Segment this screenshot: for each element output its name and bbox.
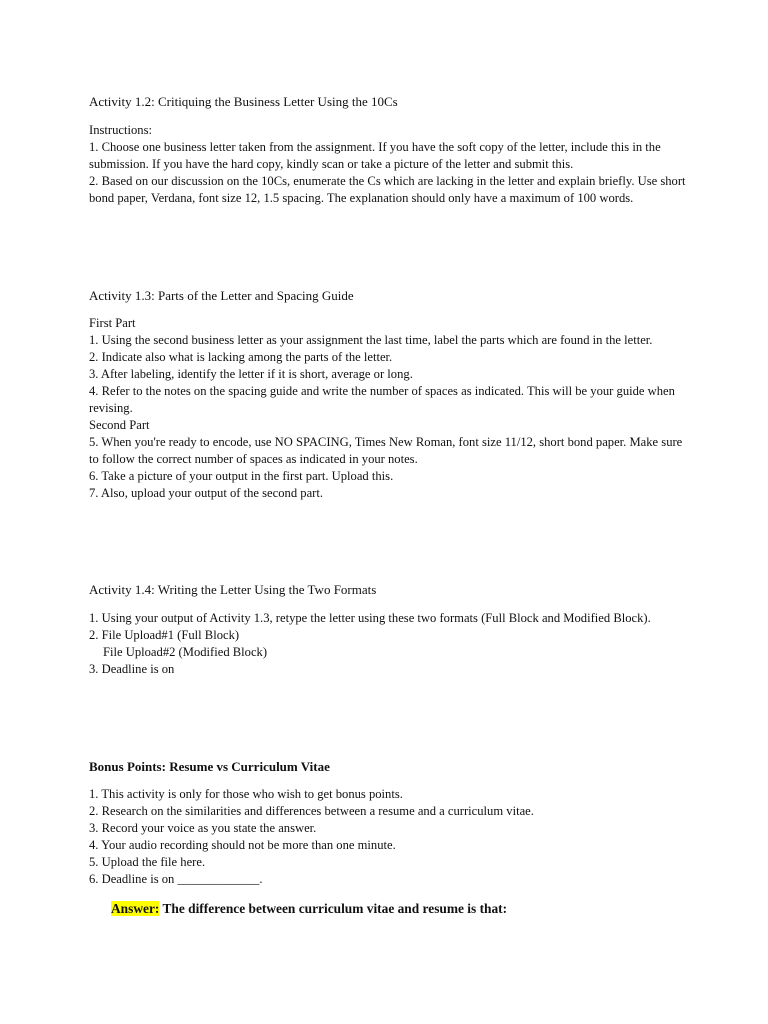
activity-1-4-item-2b: File Upload#2 (Modified Block) [103,645,268,659]
activity-1-2-item-2: 2. Based on our discussion on the 10Cs, enumerate the Cs which are lacking in the letter and explain briefly. Use short bond paper, Verdana, font size 12, 1.5 spacing. The explanation should only have a maximum of 100 words. [89,174,686,205]
activity-1-3-item-4: 4. Refer to the notes on the spacing guide and write the number of spaces as indicated. This will be your guide when revising. [89,384,675,415]
bonus-item-5: 5. Upload the file here. [89,855,206,869]
second-part-label: Second Part [89,418,150,432]
bonus-item-4: 4. Your audio recording should not be more than one minute. [89,838,396,852]
activity-1-3-item-5: 5. When you're ready to encode, use NO SPACING, Times New Roman, font size 11/12, short bond paper. Make sure to follow the correct number of spaces as indicated in your notes. [89,435,683,466]
activity-1-3-item-3: 3. After labeling, identify the letter if it is short, average or long. [89,367,413,381]
activity-1-4-section [89,581,689,678]
bonus-section [89,758,689,888]
bonus-item-2: 2. Research on the similarities and differences between a resume and a curriculum vitae. [89,804,534,818]
activity-1-3-item-1: 1. Using the second business letter as your assignment the last time, label the parts which are found in the letter. [89,333,653,347]
activity-1-4-item-2: 2. File Upload#1 (Full Block) [89,628,240,642]
bonus-item-1: 1. This activity is only for those who wish to get bonus points. [89,787,403,801]
answer-label: Answer: [111,901,160,916]
activity-1-4-item-3: 3. Deadline is on [89,662,175,676]
bonus-title: Bonus Points: Resume vs Curriculum Vitae [89,759,330,774]
activity-1-3-item-7: 7. Also, upload your output of the second part. [89,486,323,500]
answer-row [111,900,507,917]
activity-1-3-item-6: 6. Take a picture of your output in the first part. Upload this. [89,469,394,483]
answer-text: The difference between curriculum vitae and resume is that: [162,901,508,916]
activity-1-2-title: Activity 1.2: Critiquing the Business Letter Using the 10Cs [89,94,398,109]
instructions-label: Instructions: [89,123,152,137]
activity-1-4-title: Activity 1.4: Writing the Letter Using the Two Formats [89,582,377,597]
activity-1-3-title: Activity 1.3: Parts of the Letter and Spacing Guide [89,288,354,303]
bonus-item-3: 3. Record your voice as you state the answer. [89,821,317,835]
activity-1-4-item-1: 1. Using your output of Activity 1.3, retype the letter using these two formats (Full Block and Modified Block). [89,611,651,625]
bonus-item-6: 6. Deadline is on _____________. [89,872,263,886]
activity-1-2-item-1: 1. Choose one business letter taken from the assignment. If you have the soft copy of the letter, include this in the submission. If you have the hard copy, kindly scan or take a picture of the letter and submit this. [89,140,661,171]
activity-1-2-section [89,93,689,207]
activity-1-3-item-2: 2. Indicate also what is lacking among the parts of the letter. [89,350,393,364]
first-part-label: First Part [89,316,136,330]
activity-1-3-section [89,287,689,502]
